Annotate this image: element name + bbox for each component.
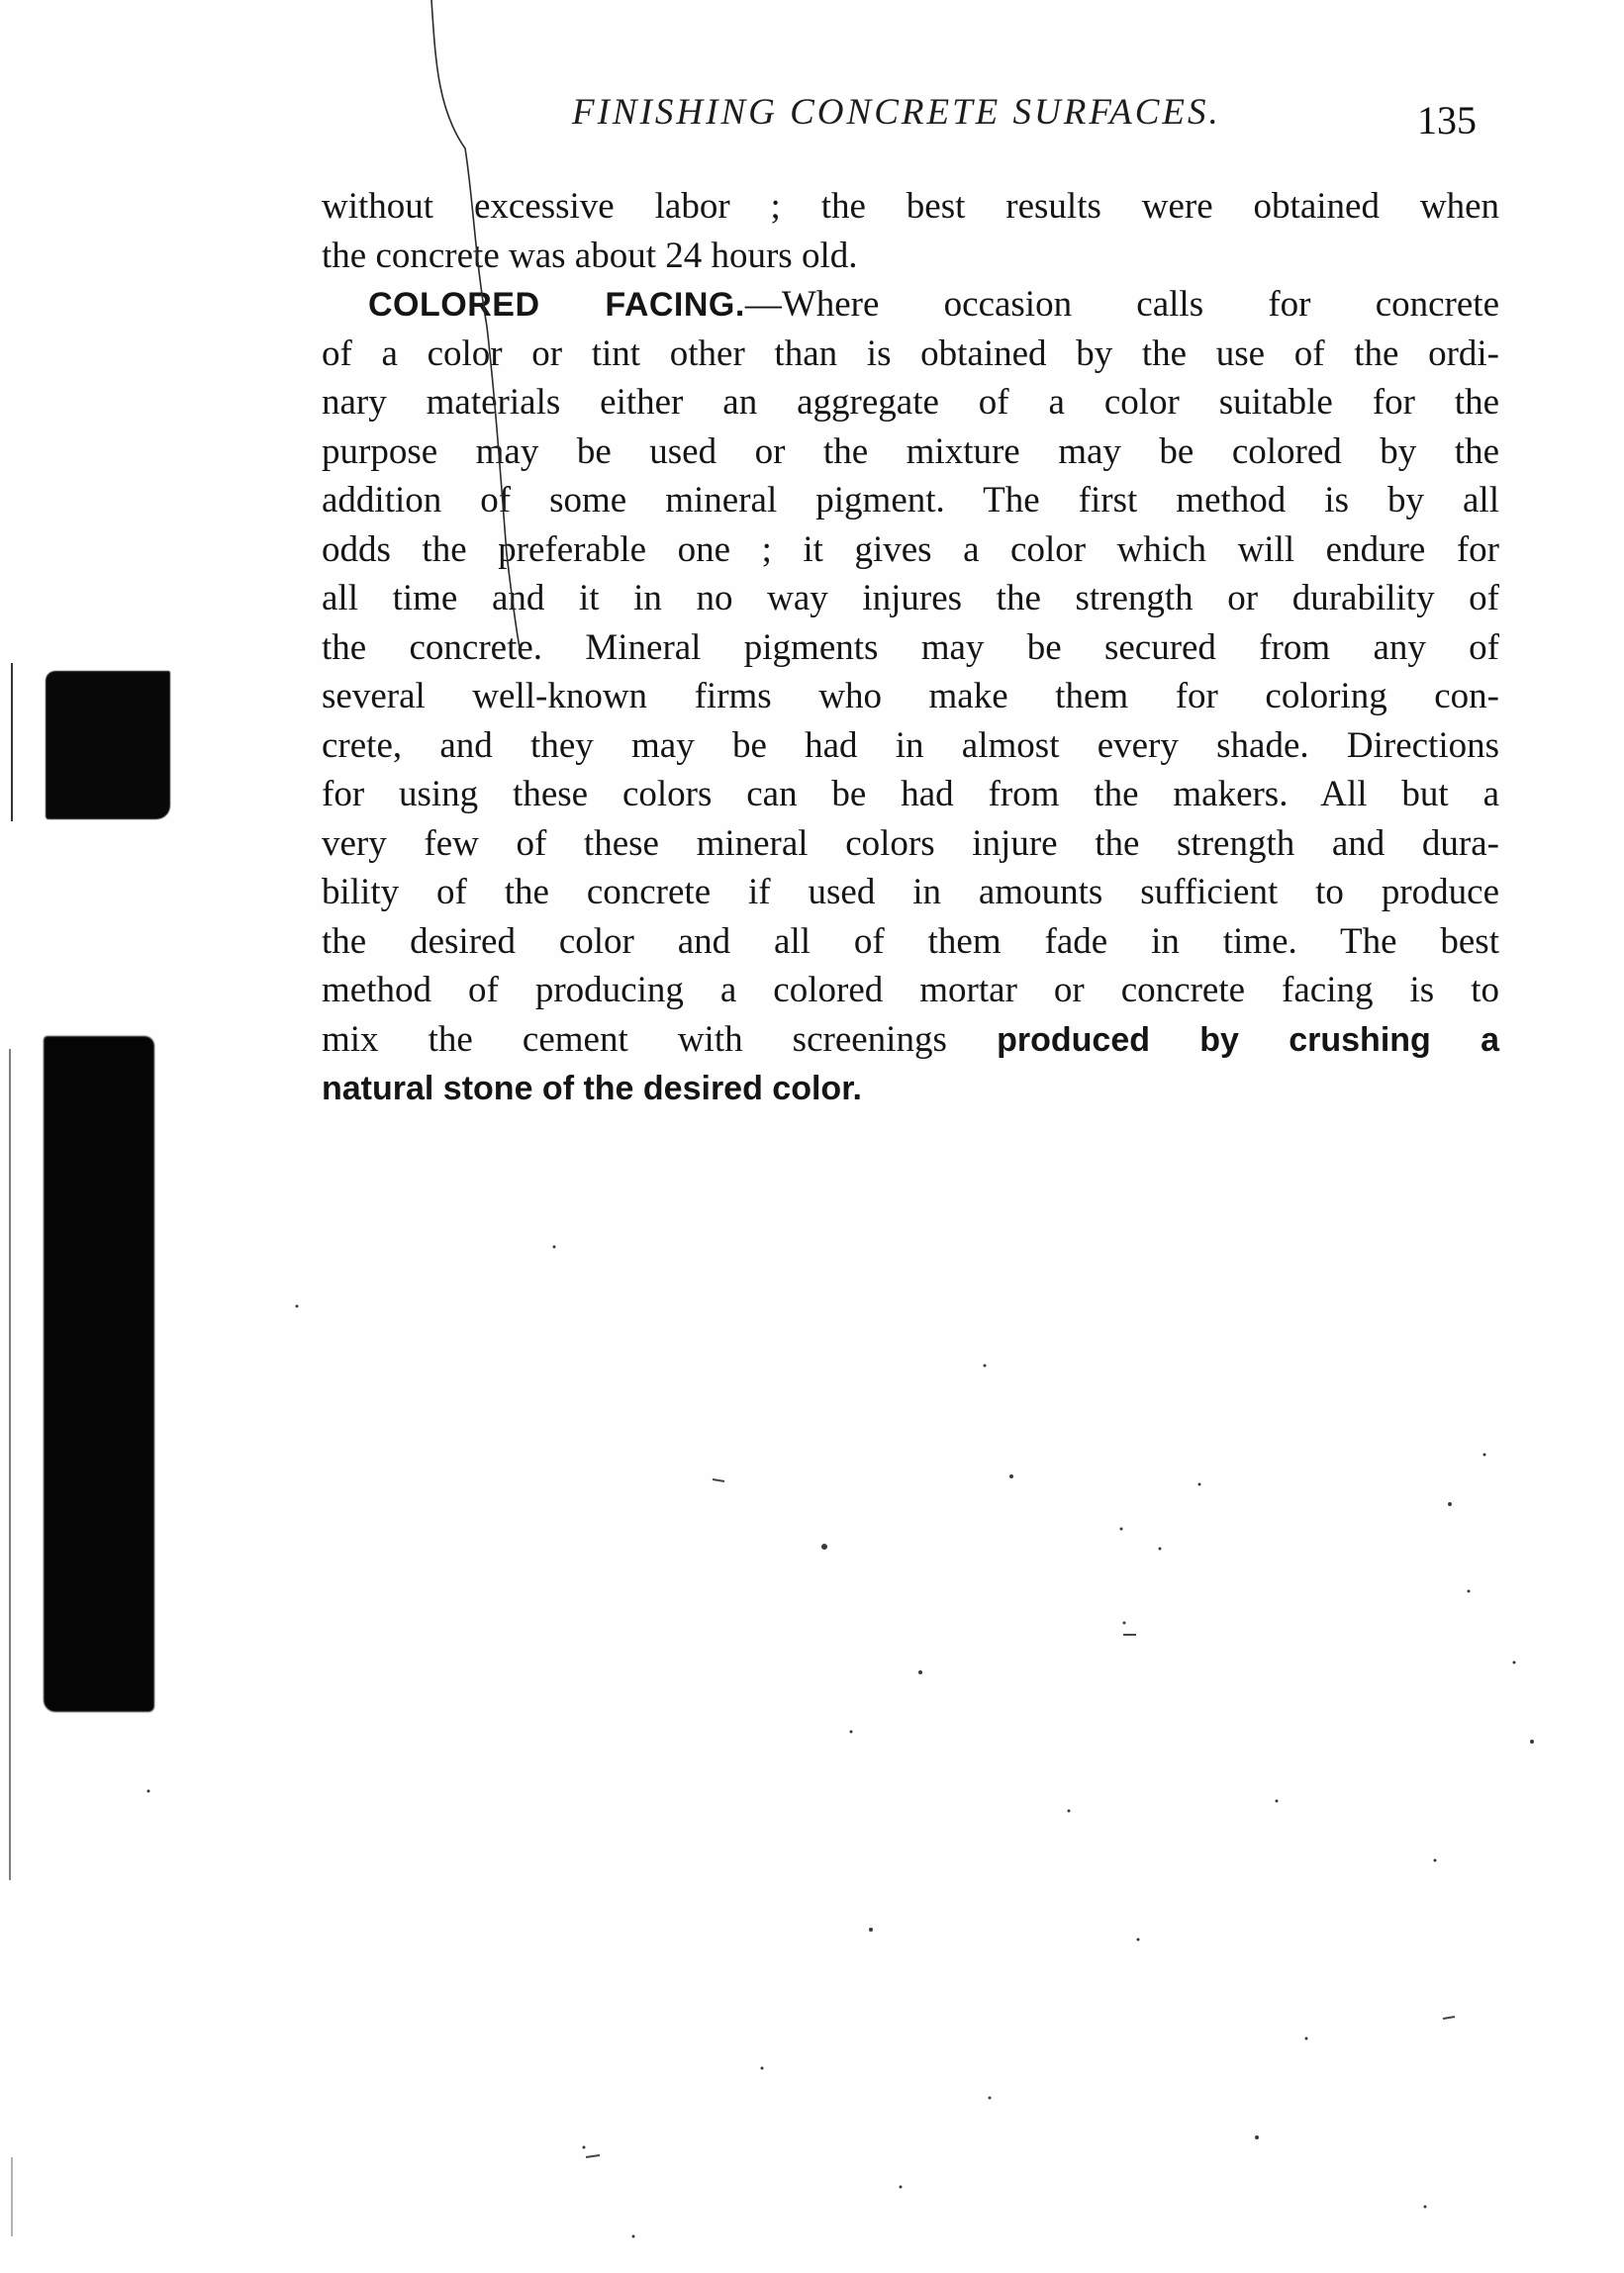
running-head: FINISHING CONCRETE SURFACES. [572, 92, 1221, 133]
text-line: several well-known firms who make them for coloring con- [322, 676, 1499, 716]
text-line: very few of these mineral colors injure the strength and dura- [322, 822, 1499, 864]
text-line: without excessive labor ; the best results were obtained when [322, 186, 1499, 227]
scan-shadow-blot [46, 671, 170, 819]
text-line: addition of some mineral pigment. The first method is by all [322, 480, 1499, 521]
page-number: 135 [1417, 98, 1477, 142]
text-line: purpose may be used or the mixture may be colored by the [322, 430, 1499, 472]
text-line: mix the cement with screenings produced by crushing a [322, 1018, 1499, 1060]
text-line: for using these colors can be had from the makers. All but a [322, 774, 1499, 814]
scan-speckles [147, 1246, 1535, 2238]
text-line: the concrete. Mineral pigments may be secured from any of [322, 626, 1499, 668]
section-heading-line: COLORED FACING.—Where occasion calls for concrete [368, 284, 1499, 325]
text-line [322, 1064, 1499, 1113]
text-line: of a color or tint other than is obtained by the use of the ordi- [322, 332, 1499, 374]
bold-text-run: produced by crushing a [946, 1020, 1499, 1059]
scan-dashes [586, 1479, 1455, 2157]
text-line: bility of the concrete if used in amounts sufficient to produce [322, 872, 1499, 912]
text-line: the concrete was about 24 hours old. [322, 235, 858, 276]
text-line: crete, and they may be had in almost every shade. Directions [322, 724, 1499, 766]
text-line: all time and it in no way injures the strength or durability of [322, 578, 1499, 618]
text-line: odds the preferable one ; it gives a color which will endure for [322, 528, 1499, 570]
scan-shadow-blot [44, 1036, 154, 1712]
text-line: the desired color and all of them fade in time. The best [322, 920, 1499, 962]
body-text [322, 182, 1499, 1113]
text-line: method of producing a colored mortar or concrete facing is to [322, 970, 1499, 1010]
bold-text-run: natural stone of the desired color. [322, 1070, 862, 1107]
text-line: nary materials either an aggregate of a color suitable for the [322, 382, 1499, 423]
section-heading: COLORED FACING. [368, 286, 745, 324]
